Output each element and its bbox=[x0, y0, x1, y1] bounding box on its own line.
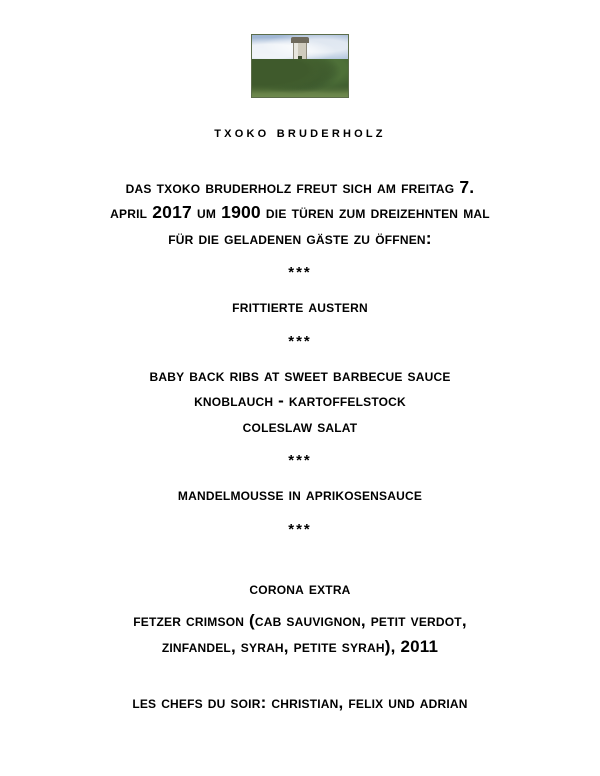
drink-beer bbox=[40, 576, 560, 602]
separator: *** bbox=[288, 264, 312, 282]
water-tower-logo-icon bbox=[251, 34, 349, 98]
intro-line: das txoko bruderholz freut sich am freitag 7. bbox=[125, 177, 475, 197]
separator: *** bbox=[288, 332, 312, 350]
chefs-line: les chefs du soir: christian, felix und adrian bbox=[132, 693, 468, 713]
course-line: baby back ribs at sweet barbecue sauce bbox=[149, 365, 451, 385]
course-line: frittierte austern bbox=[232, 297, 368, 317]
logo-tower-roof bbox=[291, 37, 309, 43]
course-line: coleslaw salat bbox=[242, 416, 358, 436]
drink-line: fetzer crimson (cab sauvignon, petit verdot, bbox=[133, 611, 467, 631]
course-main bbox=[40, 363, 560, 440]
course-dessert bbox=[40, 482, 560, 508]
logo-trees bbox=[252, 59, 348, 97]
separator: *** bbox=[288, 520, 312, 538]
logo-container bbox=[40, 0, 560, 98]
brand-title: txoko bruderholz bbox=[214, 124, 386, 141]
drinks-section bbox=[40, 576, 560, 660]
intro-line: für die geladenen gäste zu öffnen: bbox=[168, 227, 432, 248]
intro-paragraph bbox=[40, 175, 560, 251]
course-line: knoblauch - kartoffelstock bbox=[194, 391, 406, 411]
intro-line: april 2017 um 1900 die türen zum dreizehnten mal bbox=[110, 202, 490, 223]
drink-line: zinfandel, syrah, petite syrah), 2011 bbox=[161, 636, 439, 656]
drink-wine bbox=[40, 608, 560, 659]
separator: *** bbox=[288, 452, 312, 470]
course-starter bbox=[40, 294, 560, 320]
drink-line: corona extra bbox=[249, 578, 351, 598]
course-line: mandelmousse in aprikosensauce bbox=[177, 485, 423, 505]
